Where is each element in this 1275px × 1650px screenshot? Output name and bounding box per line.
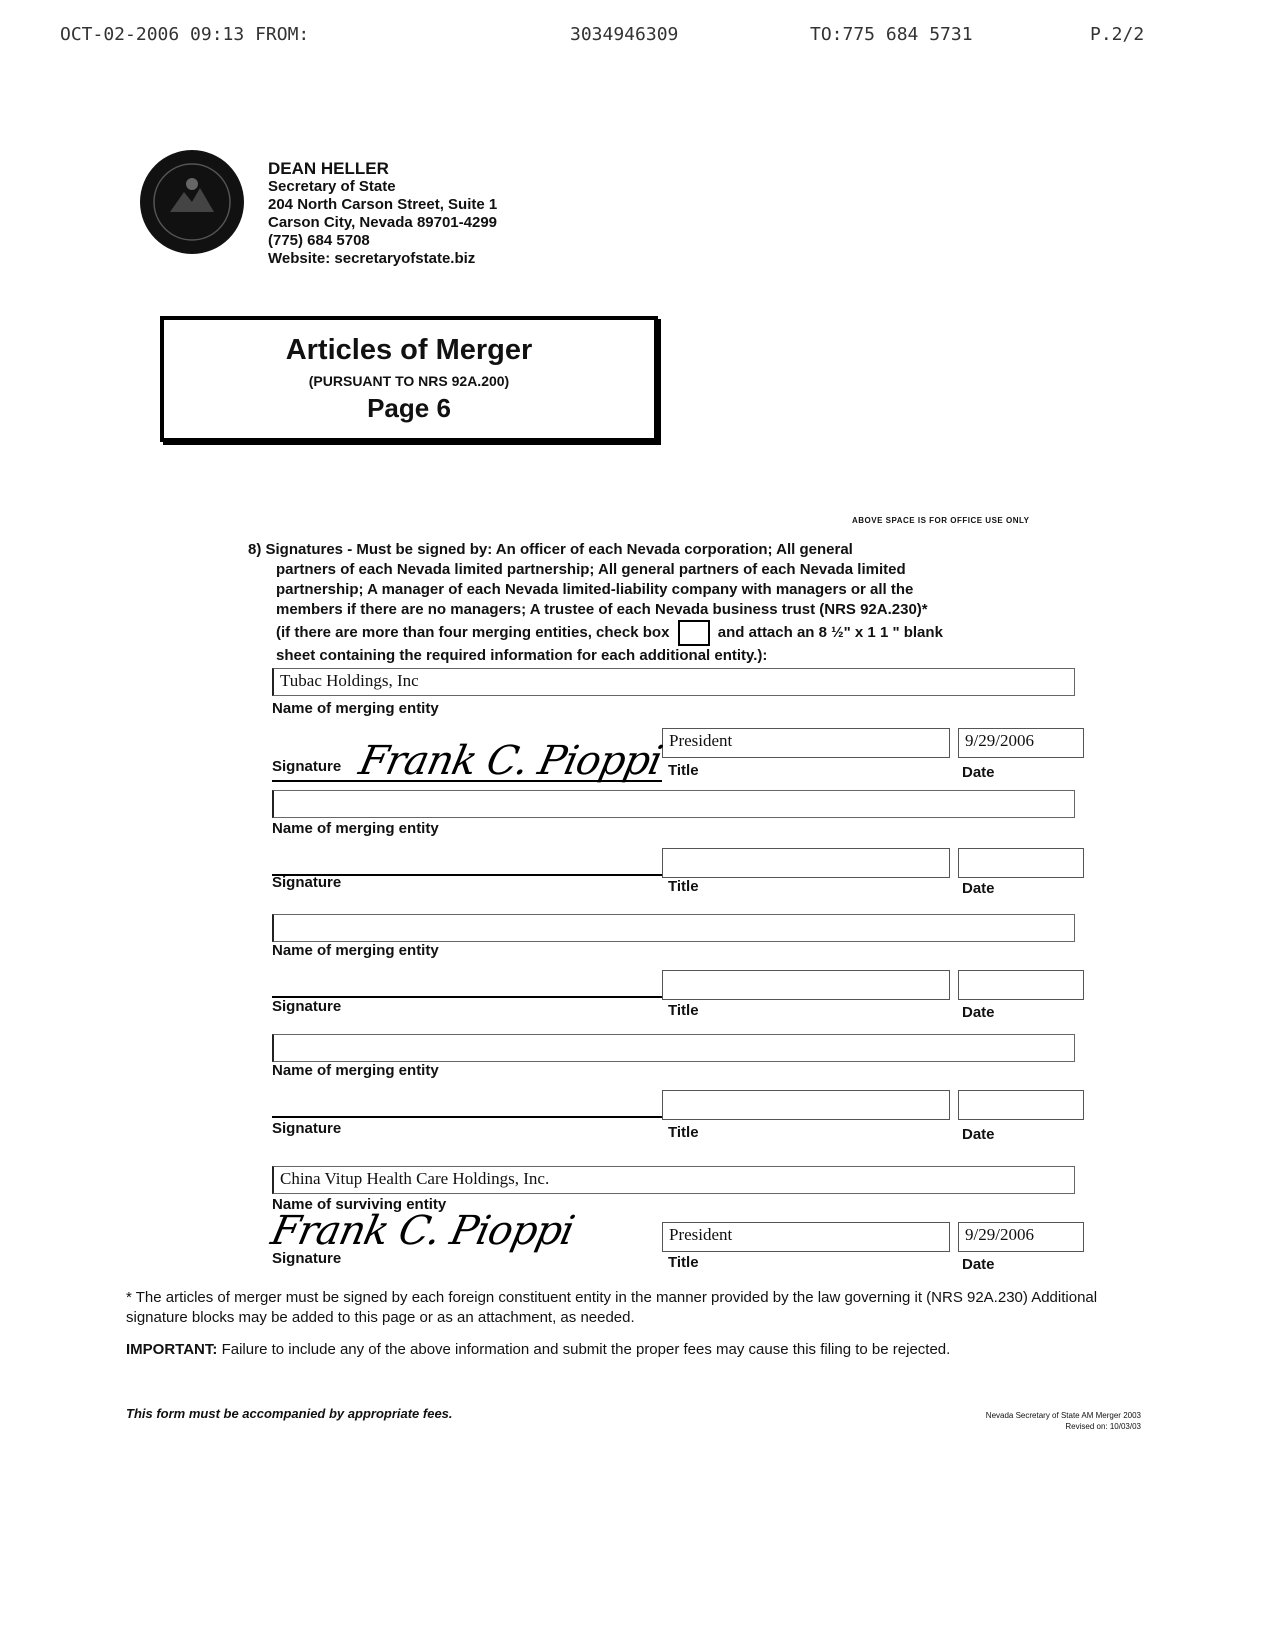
fax-page: P.2/2 <box>1090 24 1145 45</box>
instruction-line-4: members if there are no managers; A trustee of each Nevada business trust (NRS 92A.230)* <box>276 601 928 618</box>
date-label: Date <box>962 764 995 781</box>
signature-label: Signature <box>272 1120 342 1137</box>
important-notice <box>126 1340 1136 1360</box>
instruction-line-6: sheet containing the required information for each additional entity.): <box>276 647 768 664</box>
office-phone: (775) 684 5708 <box>268 232 370 249</box>
title-field[interactable] <box>662 848 950 878</box>
date-label: Date <box>962 1256 995 1273</box>
merging-entity-name-field[interactable] <box>272 1034 1075 1062</box>
surviving-entity-label: Name of surviving entity <box>272 1196 447 1213</box>
merging-entity-name-field[interactable] <box>272 914 1075 942</box>
office-header <box>268 160 497 268</box>
date-label: Date <box>962 880 995 897</box>
office-website: Website: secretaryofstate.biz <box>268 250 476 267</box>
form-revision <box>986 1410 1141 1432</box>
fax-phone: 3034946309 <box>570 24 679 45</box>
instruction-line-5a: (if there are more than four merging entities, check box <box>276 623 670 641</box>
date-field[interactable] <box>958 970 1084 1000</box>
date-field[interactable]: 9/29/2006 <box>958 1222 1084 1252</box>
address-line-2: Carson City, Nevada 89701-4299 <box>268 214 498 231</box>
instruction-line-1: 8) Signatures - Must be signed by: An officer of each Nevada corporation; All general <box>248 541 853 558</box>
handwritten-signature: Frank C. Pioppi <box>267 1208 578 1254</box>
date-field[interactable] <box>958 848 1084 878</box>
signature-label: Signature <box>272 1250 342 1267</box>
title-field[interactable] <box>662 1090 950 1120</box>
address-line-1: 204 North Carson Street, Suite 1 <box>268 196 498 213</box>
date-field[interactable]: 9/29/2006 <box>958 728 1084 758</box>
form-subtitle: (PURSUANT TO NRS 92A.200) <box>308 373 510 389</box>
title-field[interactable]: President <box>662 728 950 758</box>
important-text: Failure to include any of the above information and submit the proper fees may cause this filing to be rejected. <box>221 1341 951 1358</box>
title-label: Title <box>668 1002 699 1019</box>
form-revision-line-1: Nevada Secretary of State AM Merger 2003 <box>985 1411 1141 1420</box>
merging-entity-name-field[interactable] <box>272 790 1075 818</box>
title-label: Title <box>668 878 699 895</box>
fees-notice: This form must be accompanied by appropriate fees. <box>126 1406 453 1421</box>
merging-entity-label: Name of merging entity <box>272 820 439 837</box>
merging-entity-label: Name of merging entity <box>272 700 439 717</box>
title-label: Title <box>668 1124 699 1141</box>
date-label: Date <box>962 1126 995 1143</box>
date-field[interactable] <box>958 1090 1084 1120</box>
foreign-entity-footnote: * The articles of merger must be signed by each foreign constituent entity in the manner provided by the law governing it (NRS 92A.230) Additional signature blocks may be added to this page or as an attachment, as needed. <box>126 1289 1098 1326</box>
form-title: Articles of Merger <box>285 334 533 366</box>
important-label: IMPORTANT: <box>126 1341 218 1358</box>
additional-entities-checkbox[interactable] <box>678 620 710 646</box>
merging-entity-name-field[interactable]: Tubac Holdings, Inc <box>272 668 1075 696</box>
signature-label: Signature <box>272 874 342 891</box>
instruction-line-5 <box>248 620 1118 646</box>
office-use-note: ABOVE SPACE IS FOR OFFICE USE ONLY <box>852 516 1030 525</box>
instruction-line-5b: and attach an 8 ½" x 1 1 " blank <box>717 623 943 641</box>
fax-date-from: OCT-02-2006 09:13 FROM: <box>60 24 310 45</box>
form-page-number: Page 6 <box>367 393 451 423</box>
form-revision-line-2: Revised on: 10/03/03 <box>1065 1422 1141 1431</box>
title-field[interactable]: President <box>662 1222 950 1252</box>
instruction-line-3: partnership; A manager of each Nevada limited-liability company with managers or all the <box>276 581 914 598</box>
fax-to: TO:775 684 5731 <box>810 24 973 45</box>
merging-entity-label: Name of merging entity <box>272 942 439 959</box>
instruction-line-2: partners of each Nevada limited partnership; All general partners of each Nevada limited <box>276 561 906 578</box>
secretary-name: DEAN HELLER <box>268 159 389 178</box>
handwritten-signature: Frank C. Pioppi <box>355 738 666 784</box>
merging-entity-label: Name of merging entity <box>272 1062 439 1079</box>
form-title-box <box>160 316 658 442</box>
signature-instructions <box>248 540 1118 666</box>
office-title: Secretary of State <box>268 178 396 195</box>
nevada-seal-logo <box>140 150 244 254</box>
title-label: Title <box>668 762 699 779</box>
signature-label: Signature <box>272 998 342 1015</box>
surviving-entity-name-field[interactable]: China Vitup Health Care Holdings, Inc. <box>272 1166 1075 1194</box>
signature-line <box>272 1116 662 1118</box>
signature-label: Signature <box>272 758 342 775</box>
date-label: Date <box>962 1004 995 1021</box>
title-label: Title <box>668 1254 699 1271</box>
title-field[interactable] <box>662 970 950 1000</box>
